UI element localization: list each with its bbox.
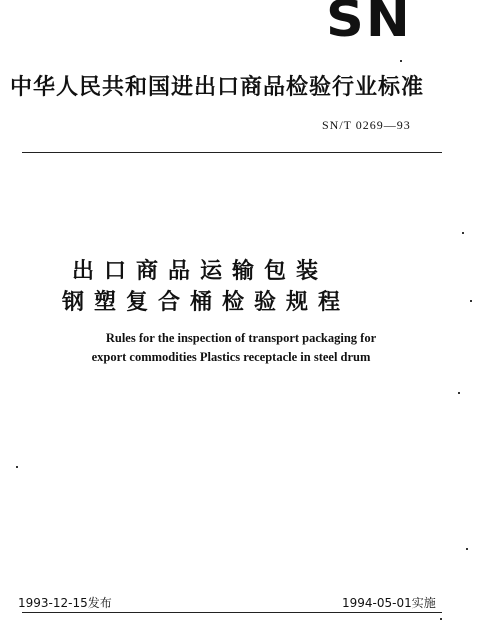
sn-logo: SN xyxy=(326,0,412,48)
scan-speck xyxy=(466,548,468,550)
scan-speck xyxy=(462,232,464,234)
chinese-title-line-2: 钢塑复合桶检验规程 xyxy=(62,290,351,315)
standard-category-title: 中华人民共和国进出口商品检验行业标准 xyxy=(10,75,425,100)
english-title-line-1: Rules for the inspection of transport packaging for xyxy=(105,331,377,345)
chinese-title-line-1: 出口商品运输包装 xyxy=(72,259,329,284)
footer-divider xyxy=(22,612,442,613)
english-title-line-2: export commodities Plastics receptacle in steel drum xyxy=(91,350,371,364)
standard-code: SN/T 0269—93 xyxy=(322,118,411,132)
scan-speck xyxy=(16,466,18,468)
implementation-date: 1994-05-01实施 xyxy=(342,596,436,610)
issue-date: 1993-12-15发布 xyxy=(18,596,112,610)
header-divider xyxy=(22,152,442,153)
scan-speck xyxy=(458,392,460,394)
scan-speck xyxy=(470,300,472,302)
scan-speck xyxy=(440,618,442,620)
scan-speck xyxy=(400,60,402,62)
